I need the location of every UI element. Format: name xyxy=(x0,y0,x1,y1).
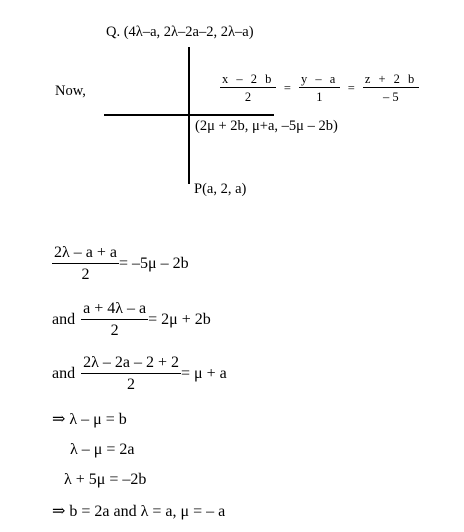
fraction xyxy=(81,300,148,341)
and-label: and xyxy=(52,365,76,383)
x-numerator: x – 2 b xyxy=(220,72,276,88)
given-line xyxy=(104,114,274,116)
perpendicular-line xyxy=(188,47,190,184)
x-fraction xyxy=(220,72,276,105)
y-denominator: 1 xyxy=(316,90,323,105)
solution-line-5: λ – μ = 2a xyxy=(70,441,135,458)
and-label: and xyxy=(52,311,76,329)
z-numerator: z + 2 b xyxy=(363,72,419,88)
numerator: a + 4λ – a xyxy=(81,300,148,320)
now-label: Now, xyxy=(55,83,86,99)
solution-line-7: ⇒ b = 2a and λ = a, μ = – a xyxy=(52,503,226,520)
z-fraction xyxy=(363,72,419,105)
numerator: 2λ – 2a – 2 + 2 xyxy=(81,354,181,374)
z-denominator: – 5 xyxy=(382,90,399,105)
line-equation xyxy=(220,72,419,105)
equals-sign: = xyxy=(347,80,355,95)
denominator: 2 xyxy=(110,322,119,340)
denominator: 2 xyxy=(81,266,90,284)
fraction xyxy=(81,354,181,395)
rhs: = –5μ – 2b xyxy=(118,255,189,273)
solution-line-4: ⇒ λ – μ = b xyxy=(52,411,127,428)
point-p-label: P(a, 2, a) xyxy=(194,181,247,197)
fraction xyxy=(52,244,119,285)
solution-line-6: λ + 5μ = –2b xyxy=(64,471,147,488)
denominator: 2 xyxy=(127,376,136,394)
equals-sign: = xyxy=(283,80,291,95)
rhs: = 2μ + 2b xyxy=(148,311,211,329)
solution-line-3 xyxy=(52,354,227,395)
x-denominator: 2 xyxy=(244,90,252,105)
solution-line-2 xyxy=(52,300,211,341)
y-fraction xyxy=(299,72,340,105)
point-q-label: Q. (4λ–a, 2λ–2a–2, 2λ–a) xyxy=(106,24,254,40)
foot-point-label: (2μ + 2b, μ+a, –5μ – 2b) xyxy=(195,118,338,134)
rhs: = μ + a xyxy=(181,365,227,383)
y-numerator: y – a xyxy=(299,72,340,88)
numerator: 2λ – a + a xyxy=(52,244,119,264)
solution-line-1 xyxy=(52,244,189,285)
